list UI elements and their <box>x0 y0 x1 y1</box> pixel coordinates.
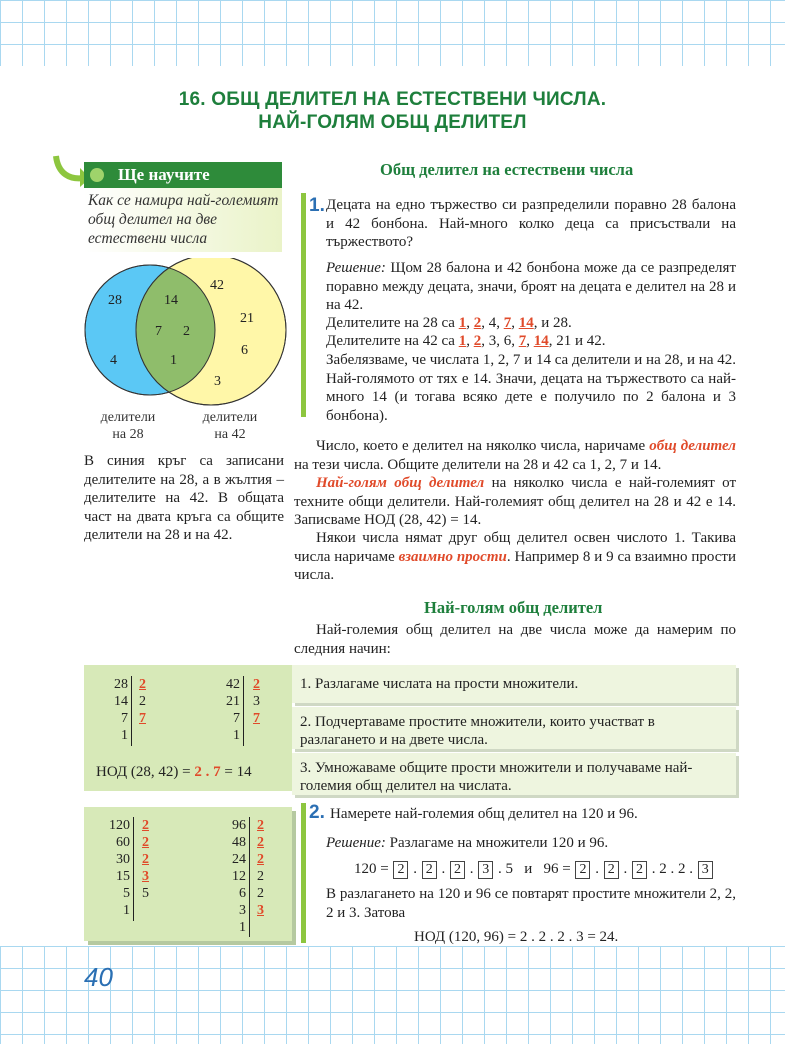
divisors-of-42: Делителите на 42 са 1, 2, 3, 6, 7, 14, 21 и 42. <box>326 333 606 349</box>
task-1-conclusion: Забелязваме, че числата 1, 2, 7 и 14 са делители и на 28, и на 42. Най-голямото от тях е 14. Значи, децата на тържеството са най-много 14 (и тогава всяко дете е получило по 2 балона и 3 бонбона). <box>326 352 736 424</box>
factorization-42: 42 21 7 1 2 3 7 <box>220 676 280 748</box>
task-2-repeat-text: В разлагането на 120 и 96 се повтарят простите множители 2, 2, 2 и 3. Затова <box>326 886 736 921</box>
definition-gcd: Най-голям общ делител на няколко числа е най-големият от техните общи делители. Най-големият общ делител на 28 и 42 е 14. Записваме НОД (28, 42) = 14. <box>294 475 736 528</box>
title-line-2: НАЙ-ГОЛЯМ ОБЩ ДЕЛИТЕЛ <box>258 112 527 133</box>
gcd-method-intro: Най-големия общ делител на две числа може да намерим по следния начин: <box>294 622 736 657</box>
task-1-text: Децата на едно тържество си разпределили поравно 28 балона и 42 бонбона. Най-много колко деца са присъствали на тържеството? <box>326 197 736 250</box>
venn-explanation: В синия кръг са записани делителите на 28, а в жълтия – делителите на 42. В общата част на двата кръга са общите делители на 28 и на 42. <box>84 453 284 543</box>
factorization-120: 120 60 30 15 5 1 2 2 2 3 5 <box>104 817 164 927</box>
venn-number: 6 <box>241 343 248 358</box>
definition-coprime: Някои числа нямат друг общ делител освен числото 1. Такива числа наричаме взаимно прости. Например 8 и 9 са взаимно прости числа. <box>294 530 737 583</box>
divisors-of-28: Делителите на 28 са 1, 2, 4, 7, 14, и 28. <box>326 315 572 331</box>
venn-number: 1 <box>170 353 177 368</box>
page-number: 40 <box>84 962 113 992</box>
section-heading-gcd: Най-голям общ делител <box>424 598 603 617</box>
task-2-solution: Решение: Разлагаме на множители 120 и 96. <box>326 835 609 851</box>
venn-number: 21 <box>240 311 254 326</box>
step-1: 1. Разлагаме числата на прости множители. <box>292 665 736 703</box>
gcd-28-42-result: НОД (28, 42) = 2 . 7 = 14 <box>96 764 252 780</box>
venn-number: 4 <box>110 353 117 368</box>
learn-heading <box>84 162 282 188</box>
venn-number: 42 <box>210 278 224 293</box>
task-1-solution: Решение: Щом 28 балона и 42 бонбона може да се разпределят поравно между децата, значи, броят на децата е делител на 28 и на 42. <box>326 260 736 313</box>
factorization-96: 96 48 24 12 6 3 1 2 2 2 2 2 3 <box>232 818 264 935</box>
factorization-28: 28 14 7 1 2 2 7 <box>108 676 168 748</box>
venn-number: 28 <box>108 293 122 308</box>
venn-number: 3 <box>214 374 221 389</box>
venn-diagram <box>78 258 288 408</box>
task-2-number: 2. <box>309 802 325 823</box>
definition-common-divisor: Число, което е делител на няколко числа, наричаме общ делител на тези числа. Общите делители на 28 и 42 са 1, 2, 7 и 14. <box>294 438 736 473</box>
bullet-dot-icon <box>90 168 104 182</box>
task-2-factor-equations: 120 = 2 . 2 . 2 . 3 . 5 и 96 = 2 . 2 . 2 . 2 . 2 . 3 <box>354 860 744 879</box>
lesson-title <box>0 88 785 134</box>
task-1-bar <box>301 193 306 417</box>
section-heading-common-divisor: Общ делител на естествени числа <box>380 160 634 179</box>
task-2-result: НОД (120, 96) = 2 . 2 . 2 . 3 = 24. <box>414 929 619 945</box>
venn-number: 7 <box>155 324 162 339</box>
learn-description: Как се намира най-големият общ делител на две естествени числа <box>84 188 282 252</box>
title-line-1: 16. ОБЩ ДЕЛИТЕЛ НА ЕСТЕСТВЕНИ ЧИСЛА. <box>178 89 607 110</box>
learn-heading-text: Ще научите <box>118 165 210 184</box>
step-2: 2. Подчертаваме простите множители, които участват в разлагането и на двете числа. <box>292 707 736 749</box>
venn-label-42: делители на 42 <box>202 410 258 442</box>
venn-number: 14 <box>164 293 178 308</box>
task-2-text: Намерете най-големия общ делител на 120 и 96. <box>330 806 638 822</box>
task-1-number: 1. <box>309 195 325 216</box>
venn-number: 2 <box>183 324 190 339</box>
venn-label-28: делители на 28 <box>100 410 156 442</box>
step-3: 3. Умножаваме общите прости множители и получаваме най-големия общ делител на числата. <box>292 753 736 795</box>
task-2-bar <box>301 803 306 943</box>
